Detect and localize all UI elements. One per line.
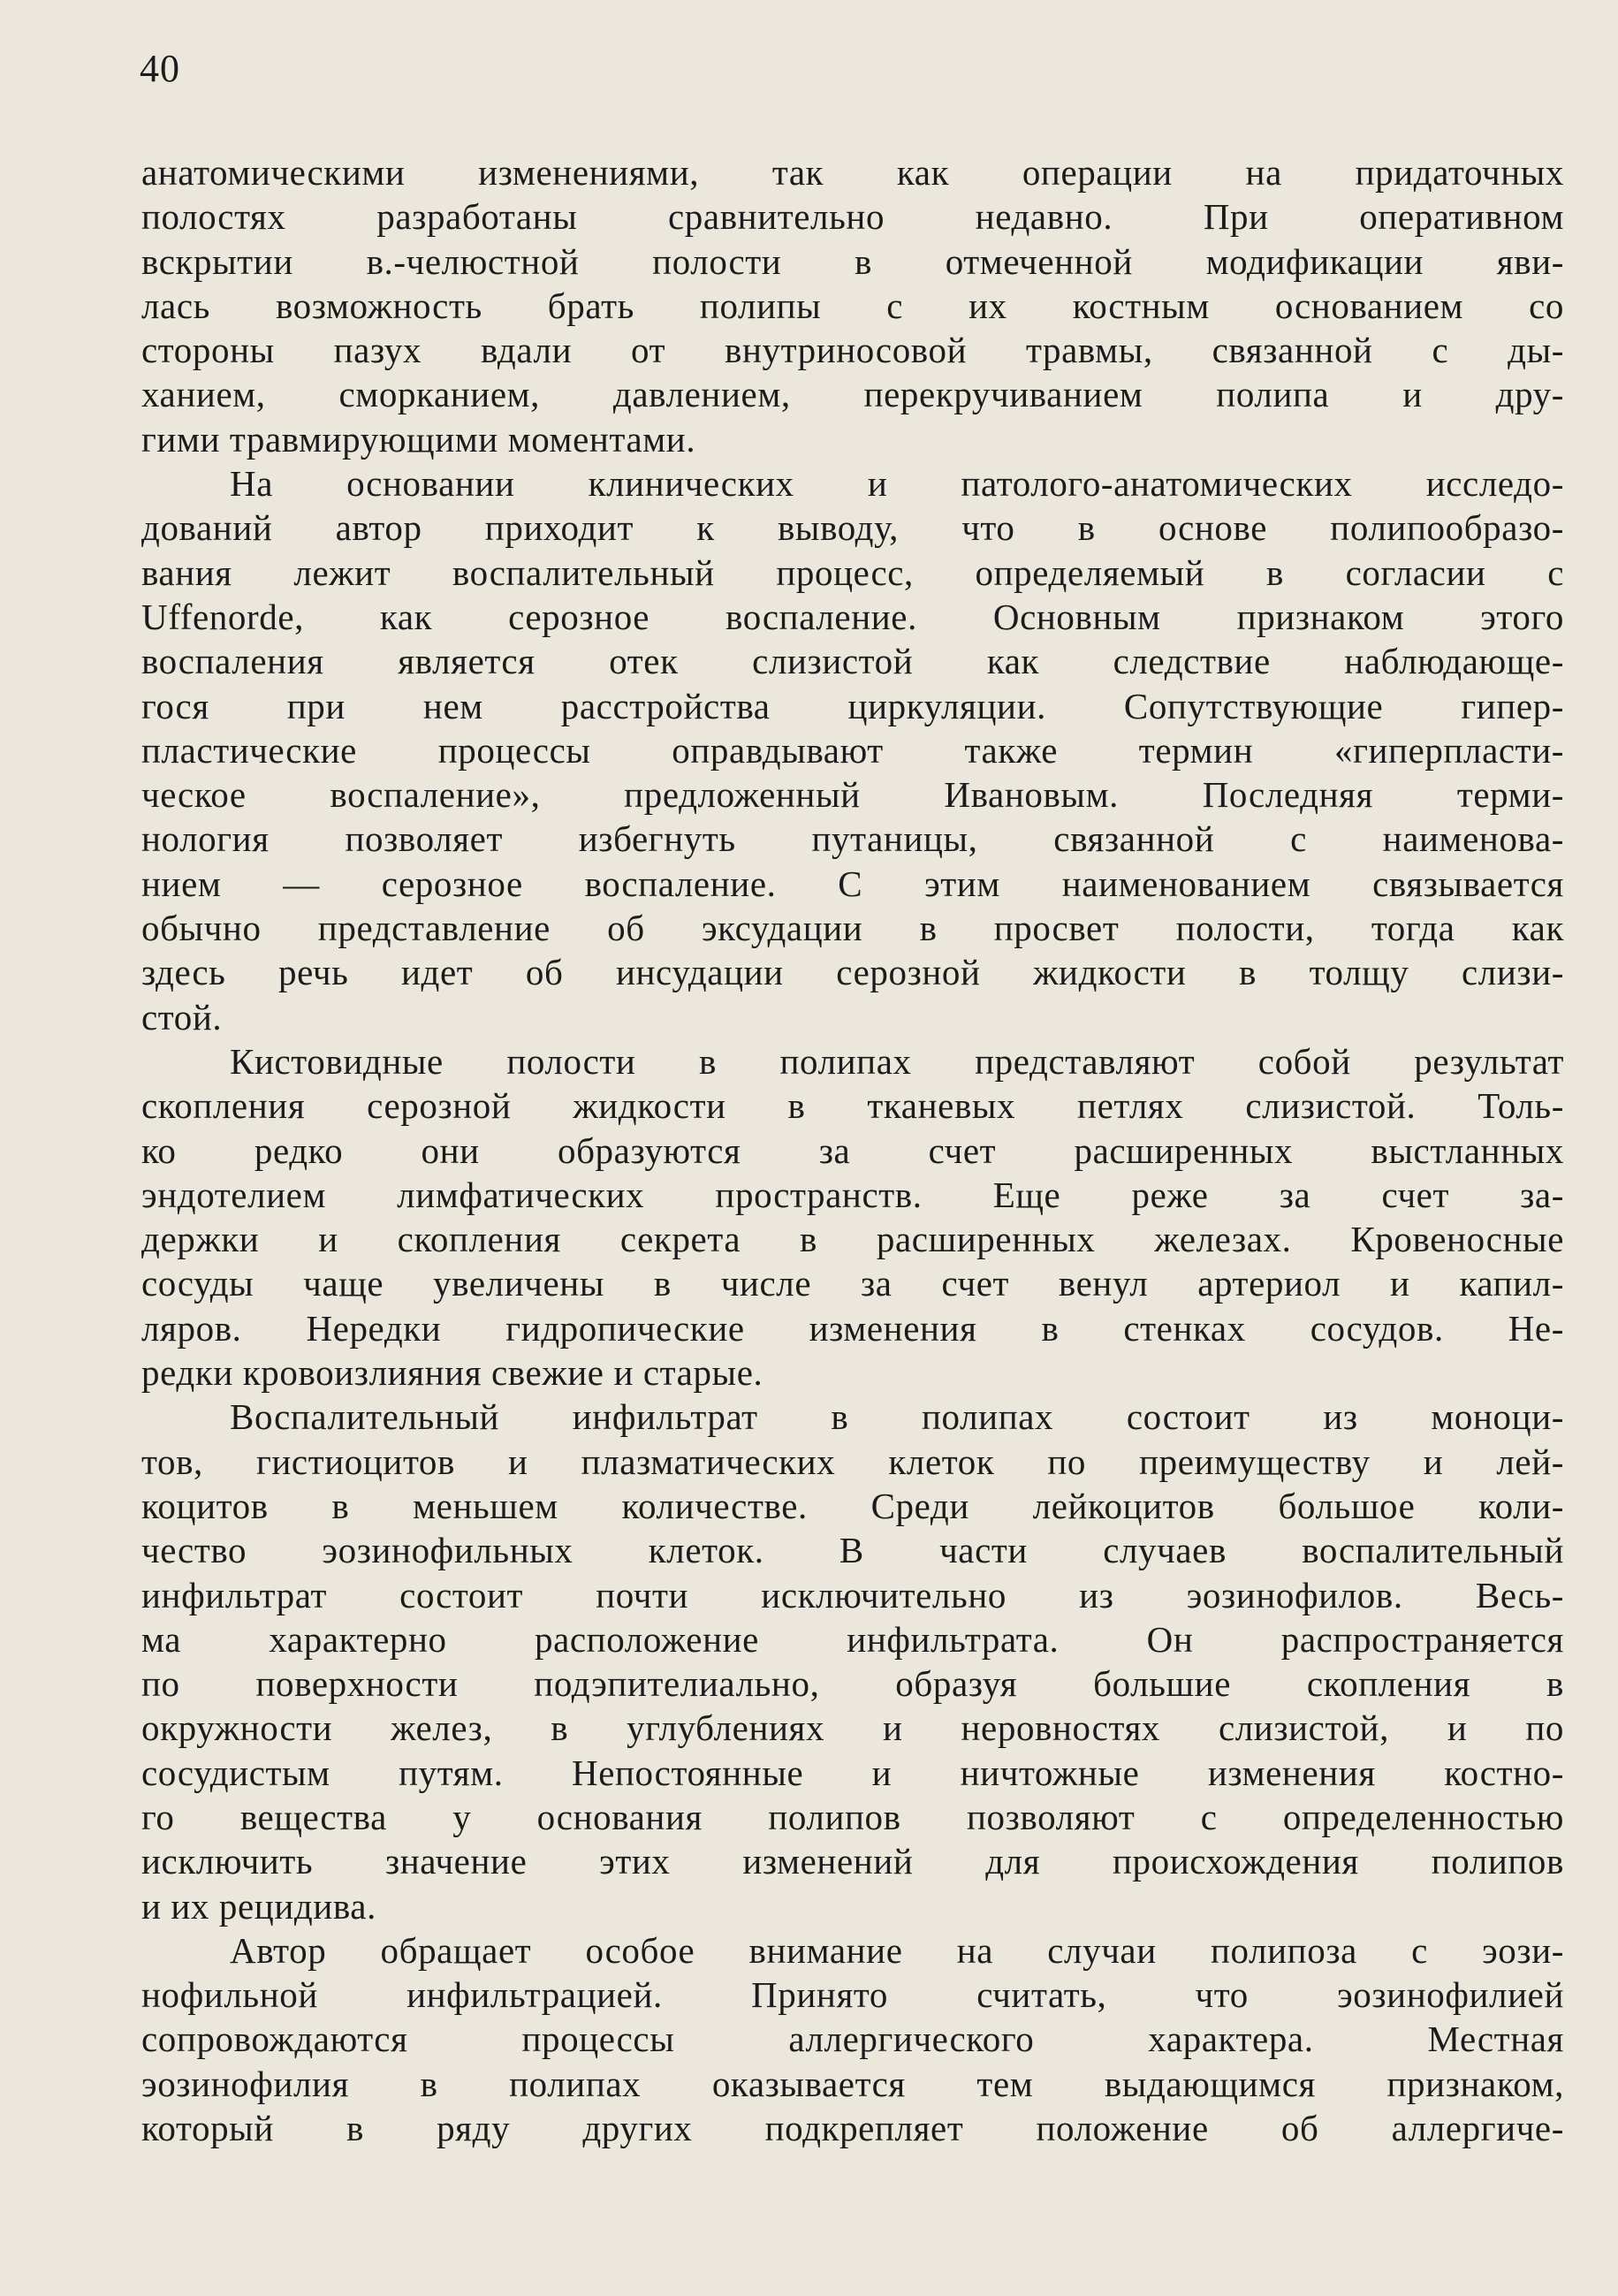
text-line: ко редко они образуются за счет расширенных выстланных [141, 1129, 1564, 1171]
text-line: тов, гистиоцитов и плазматических клеток по преимуществу и лей- [141, 1441, 1564, 1482]
text-line: коцитов в меньшем количестве. Среди лейкоцитов большое коли- [141, 1485, 1564, 1526]
text-line: исключить значение этих изменений для происхождения полипов [141, 1841, 1564, 1882]
text-line: сосудистым путям. Непостоянные и ничтожные изменения костно- [141, 1752, 1564, 1793]
text-line: гими травмирующими моментами. [141, 418, 696, 460]
text-line: ма характерно расположение инфильтрата. Он распространяется [141, 1618, 1564, 1660]
text-line: эозинофилия в полипах оказывается тем выдающимся признаком, [141, 2063, 1564, 2104]
text-line: го вещества у основания полипов позволяют с определенностью [141, 1796, 1564, 1837]
text-line: стороны пазух вдали от внутриносовой травмы, связанной с ды- [141, 330, 1564, 371]
text-line: гося при нем расстройства циркуляции. Сопутствующие гипер- [141, 685, 1564, 726]
text-line: скопления серозной жидкости в тканевых петлях слизистой. Толь- [141, 1085, 1564, 1127]
text-line: Uffenorde, как серозное воспаление. Основным признаком этого [141, 596, 1564, 637]
text-line: окружности желез, в углублениях и неровностях слизистой, и по [141, 1707, 1564, 1749]
text-line: ханием, сморканием, давлением, перекручиванием полипа и дру- [141, 374, 1564, 415]
text-line: чество эозинофильных клеток. В части случаев воспалительный [141, 1530, 1564, 1571]
text-line: дований автор приходит к выводу, что в основе полипообразо- [141, 507, 1564, 549]
paragraph [141, 150, 1564, 461]
text-line: На основании клинических и патолого-анатомических исследо- [230, 463, 1564, 505]
page-number: 40 [140, 47, 180, 90]
text-line: здесь речь идет об инсудации серозной жидкости в толщу слизи- [141, 952, 1564, 993]
text-line: воспаления является отек слизистой как следствие наблюдающе- [141, 641, 1564, 682]
text-line: ляров. Нередки гидропические изменения в стенках сосудов. Не- [141, 1307, 1564, 1349]
paragraph [141, 461, 1564, 1039]
text-line: вания лежит воспалительный процесс, определяемый в согласии с [141, 551, 1564, 593]
text-line: обычно представление об эксудации в просвет полости, тогда как [141, 908, 1564, 949]
paragraph [141, 1039, 1564, 1395]
text-line: Кистовидные полости в полипах представляют собой результат [230, 1040, 1564, 1082]
text-line: инфильтрат состоит почти исключительно из эозинофилов. Весь- [141, 1574, 1564, 1616]
text-line: и их рецидива. [141, 1885, 376, 1927]
paragraph [141, 1928, 1564, 2150]
paragraph [141, 1395, 1564, 1928]
text-line: сопровождаются процессы аллергического характера. Местная [141, 2019, 1564, 2060]
text-line: полостях разработаны сравнительно недавно. При оперативном [141, 196, 1564, 238]
text-line: стой. [141, 996, 223, 1038]
text-line: сосуды чаще увеличены в числе за счет венул артериол и капил- [141, 1263, 1564, 1304]
text-line: анатомическими изменениями, так как операции на придаточных [141, 152, 1564, 193]
text-line: по поверхности подэпителиально, образуя большие скопления в [141, 1663, 1564, 1705]
text-line: лась возможность брать полипы с их костным основанием со [141, 285, 1564, 326]
text-line: редки кровоизлияния свежие и старые. [141, 1352, 763, 1394]
text-line: нофильной инфильтрацией. Принято считать, что эозинофилией [141, 1974, 1564, 2016]
text-line: ческое воспаление», предложенный Ивановым. Последняя терми- [141, 774, 1564, 816]
text-line: Автор обращает особое внимание на случаи полипоза с эози- [230, 1929, 1564, 1971]
text-line: вскрытии в.-челюстной полости в отмеченной модификации яви- [141, 240, 1564, 282]
text-line: пластические процессы оправдывают также термин «гиперпласти- [141, 729, 1564, 771]
text-line: эндотелием лимфатических пространств. Еще реже за счет за- [141, 1174, 1564, 1215]
body-text [141, 150, 1564, 2150]
text-line: Воспалительный инфильтрат в полипах состоит из моноци- [230, 1396, 1564, 1438]
text-line: держки и скопления секрета в расширенных железах. Кровеносные [141, 1219, 1564, 1260]
text-line: который в ряду других подкрепляет положение об аллергиче- [141, 2108, 1564, 2149]
text-line: нология позволяет избегнуть путаницы, связанной с наименова- [141, 818, 1564, 860]
text-line: нием — серозное воспаление. С этим наименованием связывается [141, 863, 1564, 904]
